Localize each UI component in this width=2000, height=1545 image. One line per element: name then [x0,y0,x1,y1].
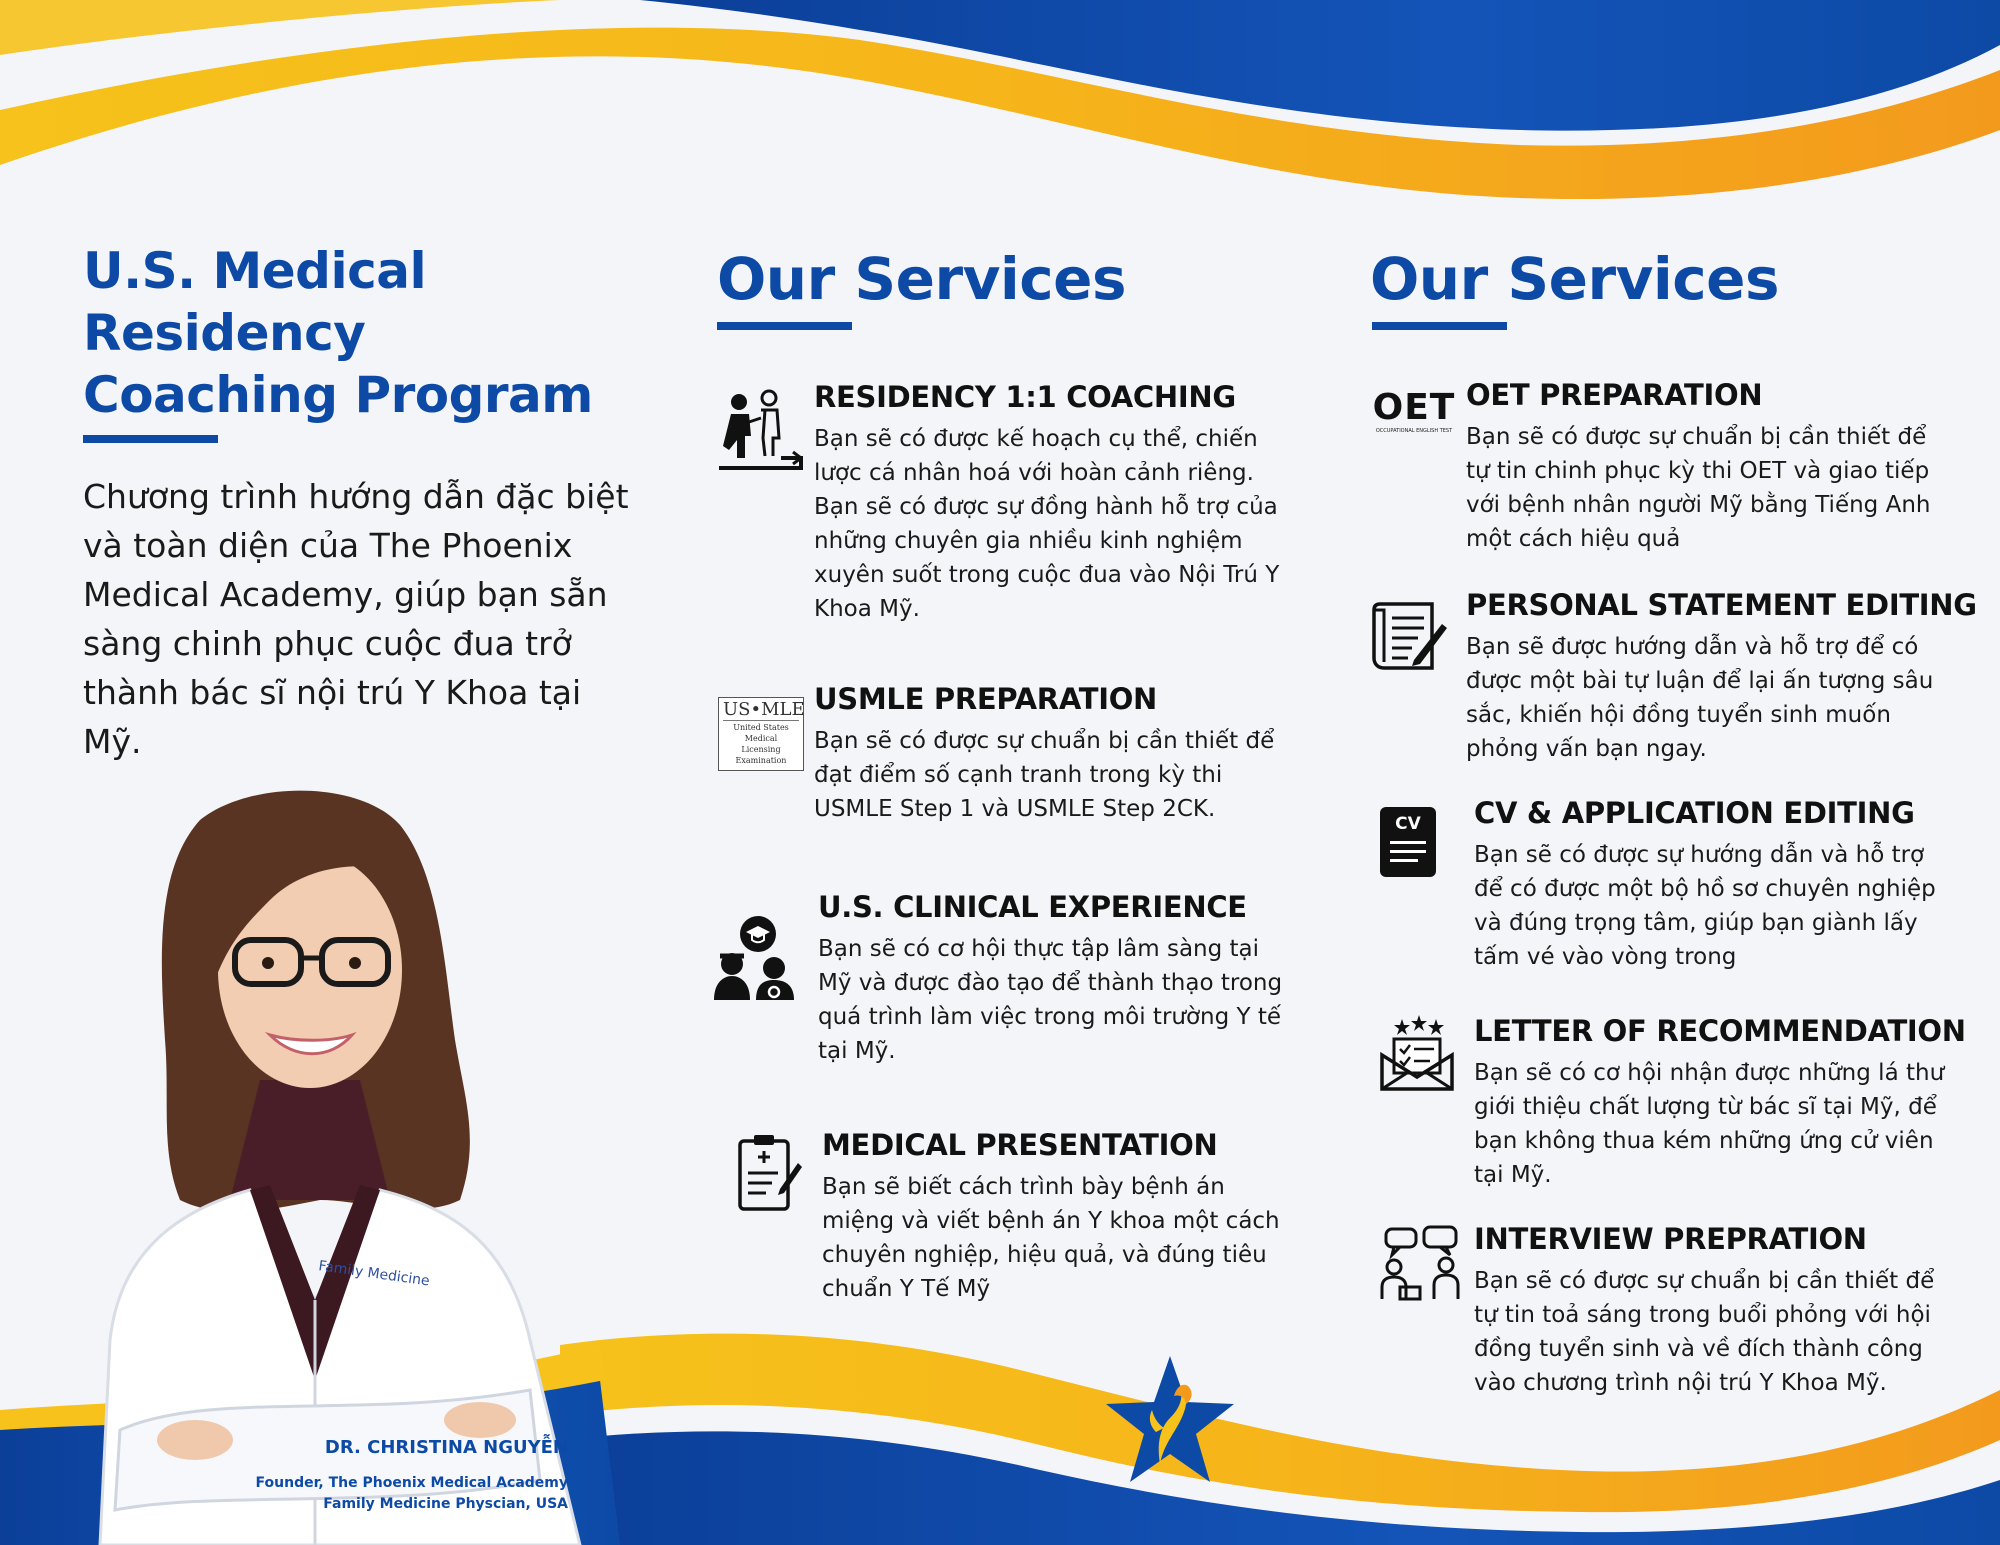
doctor-role-line: Family Medicine Physcian, USA [323,1496,568,1512]
service-residency-coaching [814,380,1284,626]
service-letter-of-recommendation [1474,1014,1966,1192]
service-desc: Bạn sẽ có được sự chuẩn bị cần thiết để tự tin chinh phục kỳ thi OET và giao tiếp với bệnh nhân người Mỹ bằng Tiếng Anh một cách hiệu quả [1466,424,1931,552]
usmle-brand: US•MLE [723,699,805,720]
service-desc: Bạn sẽ có được sự hướng dẫn và hỗ trợ để có được một bộ hồ sơ chuyên nghiệp và đúng trọng tâm, giúp bạn giành lấy tấm vé vào vòng trong [1474,842,1936,970]
doctor-role [230,1473,568,1515]
program-title-line: U.S. Medical [83,242,427,300]
service-medical-presentation [822,1128,1292,1306]
services-title-middle: Our Services [717,245,1127,313]
usmle-line: Examination [735,756,787,765]
services-underline-middle [717,322,852,330]
svg-text:Family Medicine: Family Medicine [317,1258,431,1290]
service-desc: Bạn sẽ được hướng dẫn và hỗ trợ để có được một bài tự luận để lại ấn tượng sâu sắc, khiến hội đồng tuyển sinh muốn phỏng vấn bạn ngay. [1466,634,1934,762]
service-personal-statement [1466,588,1977,766]
service-title: U.S. CLINICAL EXPERIENCE [818,890,1247,924]
cv-line [1390,850,1426,853]
usmle-line: Licensing [741,745,781,754]
doctor-portrait [60,780,620,1545]
service-desc: Bạn sẽ có cơ hội thực tập lâm sàng tại Mỹ và được đào tạo để thành thạo trong quá trình làm việc trong môi trường Y tế tại Mỹ. [818,936,1283,1064]
interview-icon [1380,1225,1462,1301]
clipboard-icon [736,1133,804,1213]
service-title: MEDICAL PRESENTATION [822,1128,1218,1162]
service-title: LETTER OF RECOMMENDATION [1474,1014,1966,1048]
oet-sub: OCCUPATIONAL ENGLISH TEST [1375,428,1453,434]
service-title: CV & APPLICATION EDITING [1474,796,1915,830]
cv-line [1390,859,1418,862]
oet-logo-icon [1370,388,1458,438]
service-title: INTERVIEW PREPRATION [1474,1222,1867,1256]
oet-brand: OET [1372,387,1456,428]
service-desc: Bạn sẽ biết cách trình bày bệnh án miệng và viết bệnh án Y khoa một cách chuyên nghiệp, hiệu quả, và đúng tiêu chuẩn Y Tế Mỹ [822,1174,1280,1302]
doctor-name: DR. CHRISTINA NGUYỄN [324,1437,568,1458]
service-cv-application [1474,796,1954,974]
title-underline [83,435,218,443]
service-interview [1474,1222,1954,1400]
coaching-icon [717,388,803,474]
service-desc: Bạn sẽ có cơ hội nhận được những lá thư giới thiệu chất lượng từ bác sĩ tại Mỹ, để bạn không thua kém những ứng cử viên tại Mỹ. [1474,1060,1945,1188]
usmle-line: Medical [744,734,778,743]
service-desc: Bạn sẽ có được sự chuẩn bị cần thiết để đạt điểm số cạnh tranh trong kỳ thi USMLE Step 1 và USMLE Step 2CK. [814,728,1275,822]
service-title: PERSONAL STATEMENT EDITING [1466,588,1977,622]
usmle-logo-icon [718,697,804,771]
program-title-line: Residency [83,304,366,362]
phoenix-star-logo [1100,1352,1240,1492]
envelope-letter-icon [1380,1015,1454,1091]
program-intro: Chương trình hướng dẫn đặc biệt và toàn diện của The Phoenix Medical Academy, giúp bạn sẵn sàng chinh phục cuộc đua trở thành bác sĩ nội trú Y Khoa tại Mỹ. [83,477,629,761]
cv-icon [1380,807,1436,877]
document-pen-icon [1370,600,1448,672]
usmle-line: United States [733,723,789,732]
services-underline-right [1372,322,1507,330]
service-title: OET PREPARATION [1466,378,1763,412]
service-oet [1466,378,1946,556]
program-title [83,240,643,426]
cv-line [1390,841,1426,844]
service-title: RESIDENCY 1:1 COACHING [814,380,1236,414]
service-desc: Bạn sẽ có được sự chuẩn bị cần thiết để tự tin toả sáng trong buổi phỏng với hội đồng tuyển sinh và về đích thành công vào chương trình nội trú Y Khoa Mỹ. [1474,1268,1935,1396]
services-title-right: Our Services [1370,245,1780,313]
service-clinical-experience [818,890,1288,1068]
service-desc: Bạn sẽ có được kế hoạch cụ thể, chiến lược cá nhân hoá với hoàn cảnh riêng. Bạn sẽ có được sự đồng hành hỗ trợ của những chuyên gia nhiều kinh nghiệm xuyên suốt trong cuộc đua vào Nội Trú Y Khoa Mỹ. [814,426,1280,622]
doctor-role-line: Founder, The Phoenix Medical Academy [255,1475,568,1491]
program-title-line: Coaching Program [83,366,593,424]
service-usmle [814,682,1284,826]
cv-label: CV [1395,814,1421,834]
clinical-staff-icon [710,912,800,1002]
service-title: USMLE PREPARATION [814,682,1158,716]
